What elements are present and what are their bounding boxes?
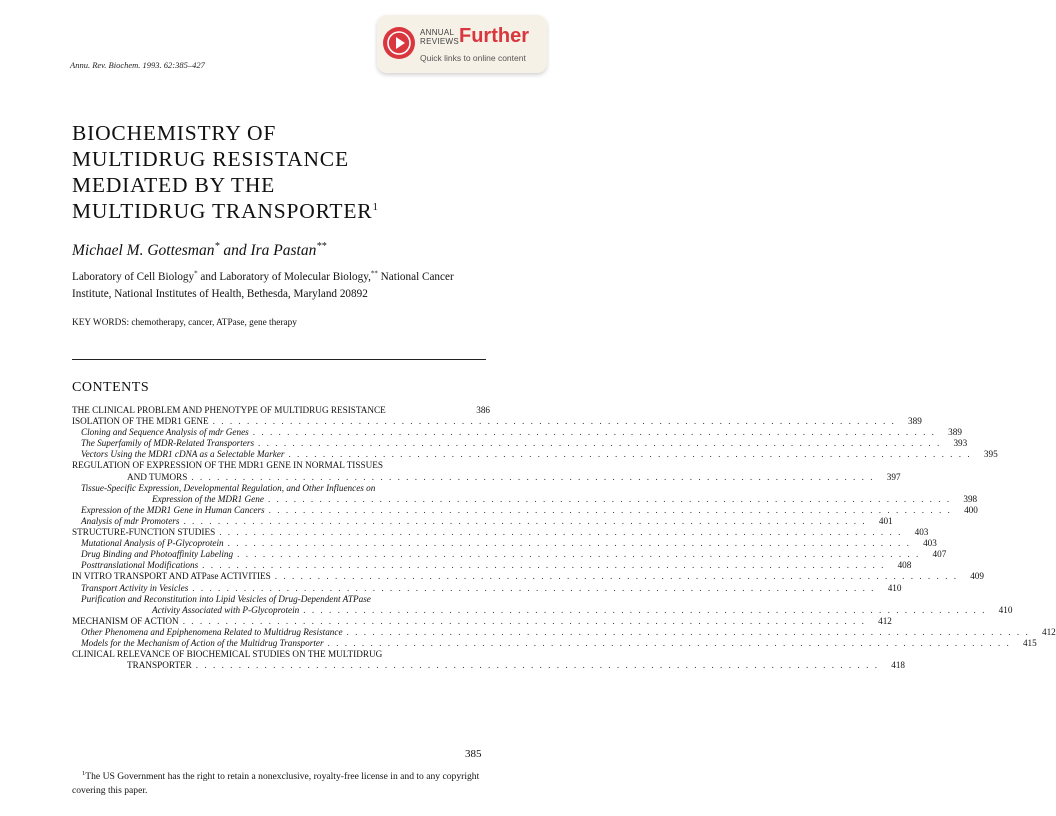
toc-page-number: 403 (914, 527, 929, 538)
toc-leader-dots: . . . . . . . . . . . . . . . . . . . . . . . . . . . . . . . . . . . . . . . . . . . . . . . . . . . . . . . . . . . . . . . . . . . . . . . . . . . . . . . . (182, 615, 866, 626)
footnote-mark: 1 (82, 769, 86, 777)
table-of-contents (72, 405, 1056, 671)
toc-leader-dots: . . . . . . . . . . . . . . . . . . . . . . . . . . . . . . . . . . . . . . . . . . . . . . . . . . . . . . . . . . . . . . . . . . . . . . . . . . . . . . . . (327, 637, 1011, 648)
toc-entry[interactable] (72, 571, 984, 582)
author-affiliation: Laboratory of Cell Biology* and Laboratory of Molecular Biology,** National Cancer Institute, National Institutes of Health, Bethesda, Maryland 20892 (72, 269, 454, 300)
toc-page-number: 410 (887, 582, 902, 593)
toc-page-number: 412 (1041, 626, 1056, 637)
toc-page-number: 409 (970, 571, 984, 582)
toc-entry[interactable] (72, 460, 490, 471)
toc-entry[interactable] (72, 427, 962, 438)
toc-leader-dots: . . . . . . . . . . . . . . . . . . . . . . . . . . . . . . . . . . . . . . . . . . . . . . . . . . . . . . . . . . . . . . . . . . . . . . . . . . . . . . . . (192, 582, 876, 593)
toc-leader-dots: . . . . . . . . . . . . . . . . . . . . . . . . . . . . . . . . . . . . . . . . . . . . . . . . . . . . . . . . . . . . . . . . . . . . . . . . . . . . . . . . (227, 538, 911, 549)
toc-leader-dots: . . . . . . . . . . . . . . . . . . . . . . . . . . . . . . . . . . . . . . . . . . . . . . . . . . . . . . . . . . . . . . . . . . . . . . . . . . . . . . . . (191, 471, 875, 482)
toc-page-number: 401 (878, 515, 893, 526)
toc-entry-title: TRANSPORTER (127, 660, 192, 671)
banner-publisher: ANNUAL REVIEWS (420, 28, 459, 46)
toc-leader-dots: . . . . . . . . . . . . . . . . . . . . . . . . . . . . . . . . . . . . . . . . . . . . . . . . . . . . . . . . . . . . . . . . . . . . . . . . . . . . . . . . (274, 571, 958, 582)
footnote: $^1$The US Government has the right to retain a nonexclusive, royalty-free license in and to any copyright covering this paper. (72, 769, 480, 796)
toc-entry[interactable] (72, 527, 929, 538)
toc-leader-dots: . . . . . . . . . . . . . . . . . . . . . . . . . . . . . . . . . . . . . . . . . . . . . . . . . . . . . . . . . . . . . . . . . . . . . . . . . . . . . . . . (268, 504, 952, 515)
toc-entry[interactable] (72, 637, 1037, 649)
toc-entry-title: REGULATION OF EXPRESSION OF THE MDR1 GENE IN NORMAL TISSUES (72, 460, 383, 471)
toc-entry-title: Purification and Reconstitution into Lipid Vesicles of Drug-Dependent ATPase (81, 593, 371, 604)
banner-subtitle: Quick links to online content (420, 53, 526, 63)
toc-page-number: 395 (983, 449, 998, 460)
toc-entry[interactable] (72, 471, 901, 483)
toc-entry-title: Models for the Mechanism of Action of the Multidrug Transporter (81, 637, 324, 648)
toc-entry[interactable] (72, 438, 968, 449)
toc-entry-title: ISOLATION OF THE MDR1 GENE (72, 416, 209, 427)
toc-page-number: 398 (963, 493, 978, 504)
toc-entry[interactable] (72, 649, 490, 660)
toc-page-number: 386 (476, 405, 490, 415)
toc-leader-dots: . . . . . . . . . . . . . . . . . . . . . . . . . . . . . . . . . . . . . . . . . . . . . . . . . . . . . . . . . . . . . . . . . . . . . . . . . . . . . . . . (202, 560, 886, 571)
toc-leader-dots: . . . . . . . . . . . . . . . . . . . . . . . . . . . . . . . . . . . . . . . . . . . . . . . . . . . . . . . . . . . . . . . . . . . . . . . . . . . . . . . . (237, 549, 921, 560)
toc-entry-title: Analysis of mdr Promoters (81, 515, 180, 526)
divider (72, 359, 486, 360)
toc-entry-title: Expression of the MDR1 Gene in Human Cancers (81, 504, 265, 515)
toc-leader-dots: . . . . . . . . . . . . . . . . . . . . . . . . . . . . . . . . . . . . . . . . . . . . . . . . . . . . . . . . . . . . . . . . . . . . . . . . . . . . . . . . (258, 438, 942, 449)
toc-page-number: 407 (932, 549, 947, 560)
toc-entry-title: Tissue-Specific Expression, Developmental Regulation, and Other Influences on (81, 482, 376, 493)
toc-leader-dots: . . . . . . . . . . . . . . . . . . . . . . . . . . . . . . . . . . . . . . . . . . . . . . . . . . . . . . . . . . . . . . . . . . . . . . . . . . . . . . . . (346, 626, 1030, 637)
toc-entry[interactable] (72, 604, 1013, 616)
toc-entry-title: IN VITRO TRANSPORT AND ATPase ACTIVITIES (72, 571, 271, 582)
annual-reviews-further-banner[interactable] (377, 15, 547, 73)
toc-entry[interactable] (72, 560, 912, 571)
toc-entry-title: CLINICAL RELEVANCE OF BIOCHEMICAL STUDIES ON THE MULTIDRUG (72, 649, 383, 660)
toc-page-number: 410 (998, 604, 1013, 615)
toc-entry-title: Drug Binding and Photoaffinity Labeling (81, 549, 234, 560)
toc-entry[interactable] (72, 615, 892, 627)
toc-page-number: 408 (897, 560, 912, 571)
title-line: MULTIDRUG TRANSPORTER$^1$ (72, 199, 379, 223)
toc-entry-title: THE CLINICAL PROBLEM AND PHENOTYPE OF MULTIDRUG RESISTANCE (72, 405, 386, 415)
toc-leader-dots: . . . . . . . . . . . . . . . . . . . . . . . . . . . . . . . . . . . . . . . . . . . . . . . . . . . . . . . . . . . . . . . . . . . . . . . . . . . . . . . . (252, 427, 936, 438)
toc-entry[interactable] (72, 483, 490, 494)
keywords: KEY WORDS: chemotherapy, cancer, ATPase, gene therapy (72, 318, 297, 328)
author-list: Michael M. Gottesman* and Ira Pastan** (72, 240, 327, 259)
title-line: MEDIATED BY THE (72, 173, 276, 197)
toc-entry-title: Expression of the MDR1 Gene (152, 493, 264, 504)
toc-page-number: 403 (923, 538, 937, 549)
toc-entry-title: AND TUMORS (127, 471, 188, 482)
toc-page-number: 393 (953, 438, 968, 449)
banner-further-label[interactable]: Further (459, 25, 529, 47)
toc-page-number: 412 (878, 615, 892, 626)
toc-entry[interactable] (72, 549, 947, 560)
title-line: MULTIDRUG RESISTANCE (72, 147, 349, 171)
toc-entry[interactable] (72, 660, 905, 671)
toc-entry-title: Cloning and Sequence Analysis of mdr Genes (81, 427, 249, 438)
toc-entry[interactable] (72, 538, 937, 549)
author-name: Michael M. Gottesman (72, 242, 215, 259)
toc-entry-title: Other Phenomena and Epiphenomena Related to Multidrug Resistance (81, 626, 343, 637)
toc-entry[interactable] (72, 493, 978, 505)
toc-entry-title: Activity Associated with P-Glycoprotein (152, 604, 300, 615)
toc-leader-dots: . . . . . . . . . . . . . . . . . . . . . . . . . . . . . . . . . . . . . . . . . . . . . . . . . . . . . . . . . . . . . . . . . . . . . . . . . . . . . . . . (212, 416, 896, 427)
toc-entry[interactable] (72, 405, 490, 416)
toc-leader-dots: . . . . . . . . . . . . . . . . . . . . . . . . . . . . . . . . . . . . . . . . . . . . . . . . . . . . . . . . . . . . . . . . . . . . . . . . . . . . . . . . (267, 493, 952, 504)
toc-entry[interactable] (72, 582, 902, 594)
toc-leader-dots: . . . . . . . . . . . . . . . . . . . . . . . . . . . . . . . . . . . . . . . . . . . . . . . . . . . . . . . . . . . . . . . . . . . . . . . . . . . . . . . . (195, 660, 879, 671)
toc-entry[interactable] (72, 626, 1056, 638)
toc-entry-title: Mutational Analysis of P-Glycoprotein (81, 538, 224, 549)
toc-leader-dots: . . . . . . . . . . . . . . . . . . . . . . . . . . . . . . . . . . . . . . . . . . . . . . . . . . . . . . . . . . . . . . . . . . . . . . . . . . . . . . . . (303, 604, 987, 615)
toc-page-number: 389 (948, 427, 962, 438)
toc-page-number: 397 (886, 471, 901, 482)
toc-entry[interactable] (72, 416, 922, 427)
toc-entry-title: Transport Activity in Vesicles (81, 582, 189, 593)
toc-entry-title: STRUCTURE-FUNCTION STUDIES (72, 527, 216, 538)
journal-citation: Annu. Rev. Biochem. 1993. 62:385–427 (70, 60, 205, 70)
article-title (72, 120, 492, 224)
toc-entry-title: Posttranslational Modifications (81, 560, 199, 571)
toc-leader-dots: . . . . . . . . . . . . . . . . . . . . . . . . . . . . . . . . . . . . . . . . . . . . . . . . . . . . . . . . . . . . . . . . . . . . . . . . . . . . . . . . (288, 449, 972, 460)
toc-entry[interactable] (72, 515, 893, 527)
toc-entry[interactable] (72, 449, 998, 460)
author-name: Ira Pastan (250, 242, 317, 259)
toc-leader-dots: . . . . . . . . . . . . . . . . . . . . . . . . . . . . . . . . . . . . . . . . . . . . . . . . . . . . . . . . . . . . . . . . . . . . . . . . . . . . . . . . (219, 527, 903, 538)
toc-entry[interactable] (72, 594, 490, 605)
toc-entry[interactable] (72, 504, 978, 516)
toc-page-number: 415 (1022, 637, 1037, 648)
title-line: BIOCHEMISTRY OF (72, 121, 277, 145)
toc-page-number: 418 (891, 660, 905, 671)
contents-heading: CONTENTS (72, 380, 150, 395)
toc-entry-title: The Superfamily of MDR-Related Transporters (81, 438, 255, 449)
toc-entry-title: Vectors Using the MDR1 cDNA as a Selectable Marker (81, 449, 285, 460)
toc-page-number: 400 (964, 504, 978, 515)
page-number: 385 (465, 748, 482, 760)
play-icon[interactable] (383, 27, 415, 59)
title-footnote-mark[interactable]: 1 (372, 200, 379, 213)
toc-page-number: 389 (908, 416, 922, 427)
toc-leader-dots: . . . . . . . . . . . . . . . . . . . . . . . . . . . . . . . . . . . . . . . . . . . . . . . . . . . . . . . . . . . . . . . . . . . . . . . . . . . . . . . . (183, 515, 867, 526)
toc-entry-title: MECHANISM OF ACTION (72, 615, 179, 626)
